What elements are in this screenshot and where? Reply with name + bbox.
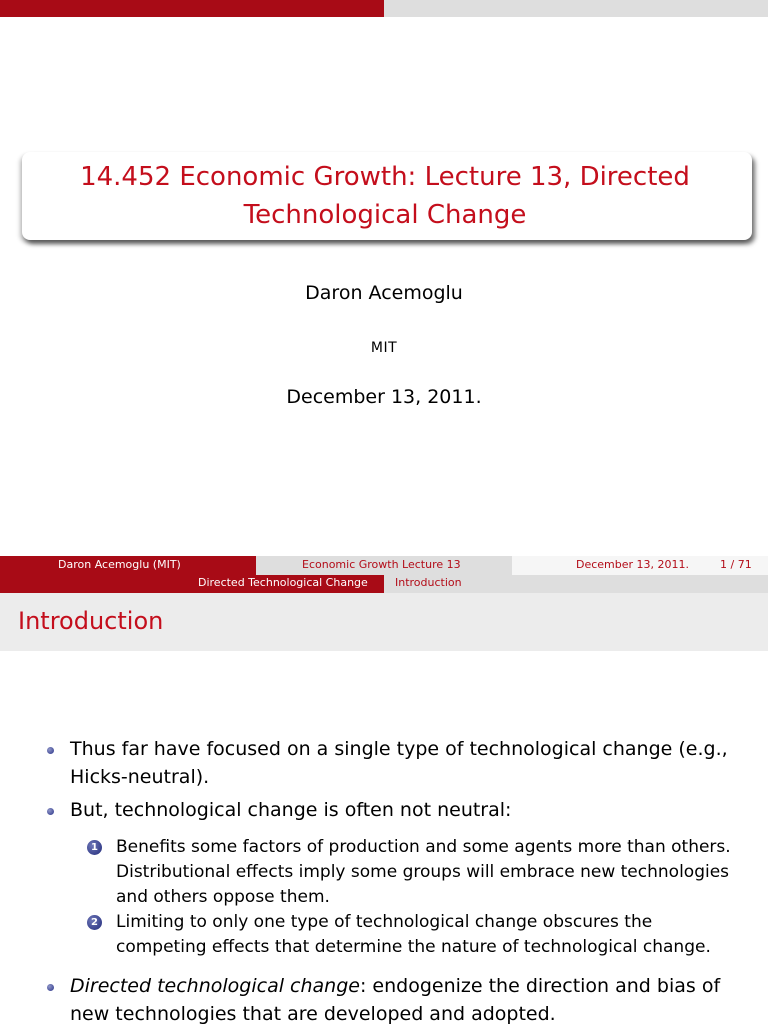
- author-name: Daron Acemoglu: [305, 282, 463, 304]
- bullet-1-line-2: Hicks-neutral).: [70, 766, 210, 788]
- footer-course-cell: [256, 556, 512, 575]
- top-header-bar: [0, 0, 768, 17]
- title-line-2: Technological Change: [243, 200, 527, 230]
- slide-content: [0, 651, 768, 1024]
- bullet-3-emphasis: Directed technological change: [70, 975, 360, 997]
- nav-section-cell: [0, 575, 384, 593]
- sub-item-2: [116, 910, 711, 960]
- bullet-3-line-2: new technologies that are developed and adopted.: [70, 1003, 556, 1025]
- slide-footer: [0, 556, 768, 575]
- bullet-1: [70, 735, 728, 791]
- header-bar-red: [0, 0, 384, 17]
- sub-item-1: [116, 835, 731, 910]
- sub-item-1-line-3: and others oppose them.: [116, 887, 330, 907]
- frame-title: Introduction: [18, 607, 164, 635]
- bullet-icon: [47, 747, 54, 754]
- footer-author: Daron Acemoglu (MIT): [58, 558, 181, 571]
- sub-item-2-line-1: Limiting to only one type of technological change obscures the: [116, 912, 653, 932]
- nav-subsection-cell: [384, 575, 768, 593]
- bullet-1-line-1: Thus far have focused on a single type of technological change (e.g.,: [70, 738, 728, 760]
- bullet-icon: [47, 984, 54, 991]
- footer-course: Economic Growth Lecture 13: [302, 558, 461, 571]
- bullet-3: [70, 972, 720, 1028]
- sub-item-1-line-2: Distributional effects imply some groups will embrace new technologies: [116, 862, 730, 882]
- bullet-3-line-1: [70, 972, 720, 1000]
- institution: MIT: [370, 340, 398, 356]
- footer-page-number: 1 / 71: [720, 558, 752, 571]
- footer-date-cell: [512, 556, 768, 575]
- nav-section[interactable]: Directed Technological Change: [198, 576, 368, 589]
- footer-date: December 13, 2011.: [576, 558, 690, 571]
- frame-title-bar: [0, 593, 768, 651]
- navigation-bar: [0, 575, 768, 593]
- slide-title: [30, 158, 740, 234]
- header-bar-grey: [384, 0, 768, 17]
- sub-item-1-line-1: Benefits some factors of production and some agents more than others.: [116, 837, 731, 857]
- enum-2-icon: 2: [87, 915, 102, 930]
- bullet-3-rest: : endogenize the direction and bias of: [359, 975, 721, 997]
- sub-item-2-line-2: competing effects that determine the nature of technological change.: [116, 937, 711, 957]
- bullet-2: But, technological change is often not neutral:: [70, 799, 512, 821]
- title-line-1: 14.452 Economic Growth: Lecture 13, Directed: [80, 162, 690, 192]
- nav-subsection[interactable]: Introduction: [395, 576, 462, 589]
- enum-1-icon: 1: [87, 840, 102, 855]
- bullet-icon: [47, 808, 54, 815]
- footer-author-cell: [0, 556, 256, 575]
- presentation-date: December 13, 2011.: [286, 386, 482, 408]
